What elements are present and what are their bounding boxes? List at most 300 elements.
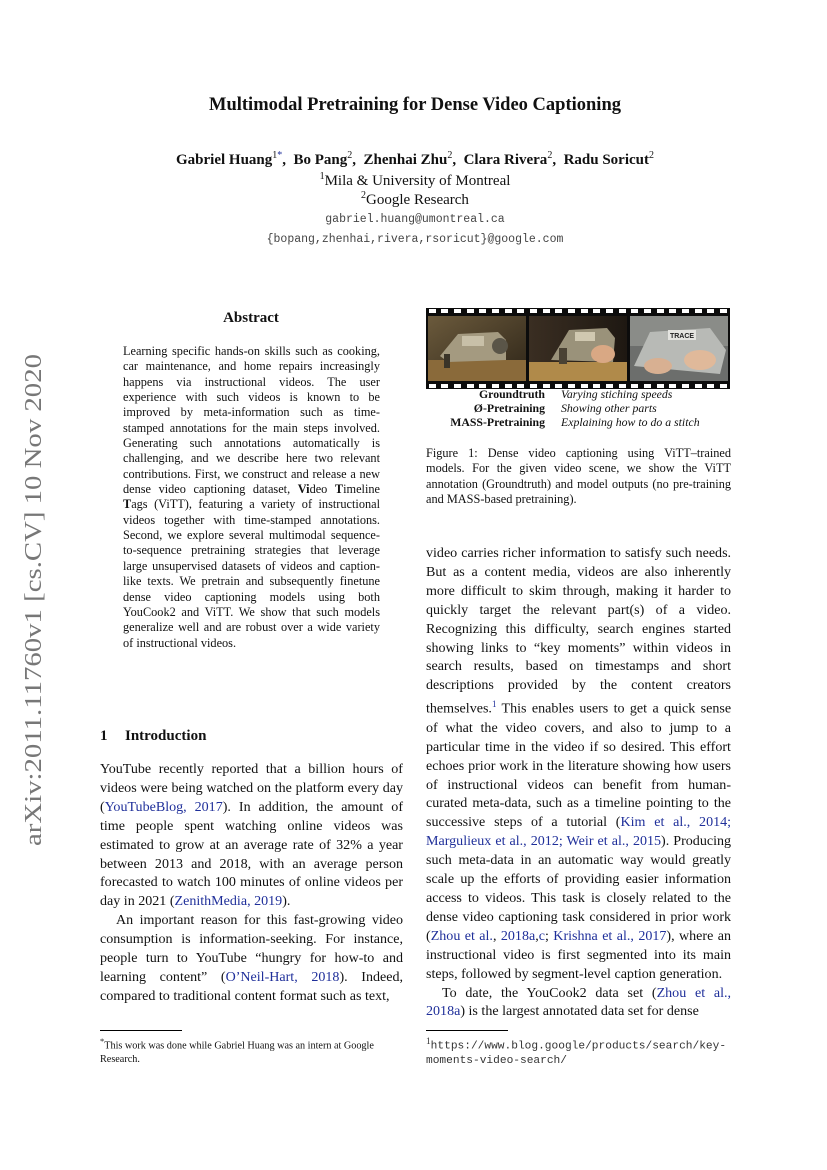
text-run: related xyxy=(652,889,691,906)
citation-link[interactable]: Zhou xyxy=(430,927,461,944)
text-run: by xyxy=(514,965,529,982)
text-run: way xyxy=(620,852,644,869)
citation-link[interactable]: Krishna xyxy=(553,927,598,944)
legend-text: Varying stiching speeds xyxy=(561,387,673,401)
text-run: a xyxy=(724,719,732,736)
affiliation xyxy=(100,171,730,190)
text-run: followed xyxy=(461,965,512,982)
text-run: ; xyxy=(544,927,549,944)
text-run: to xyxy=(696,889,708,906)
text-run: videos xyxy=(527,776,564,793)
legend-text: Showing other parts xyxy=(561,401,657,416)
arxiv-stamp-text: arXiv:2011.11760v1 [cs.CV] 10 Nov 2020 xyxy=(21,435,47,846)
text-run: users xyxy=(702,757,732,774)
text-run: task xyxy=(562,908,585,925)
text-run: steps, xyxy=(426,965,458,982)
text-run: if xyxy=(589,738,599,755)
footnote-right xyxy=(426,1035,731,1068)
text-run: ). xyxy=(661,833,670,850)
text-run: efforts xyxy=(504,871,541,888)
author: Gabriel Huang xyxy=(176,152,273,168)
text-run: in xyxy=(520,852,532,869)
text-run: Indeed, xyxy=(361,968,403,985)
text-run xyxy=(374,950,382,966)
text-run: closely xyxy=(606,889,647,906)
text-run xyxy=(596,602,607,618)
text-run: captioning xyxy=(498,908,558,925)
text-run: descriptions xyxy=(426,677,494,694)
text-run: meta-data xyxy=(458,852,514,869)
text-run: what xyxy=(445,719,473,736)
text-run: learning xyxy=(100,968,147,985)
text-run: difficult xyxy=(460,582,506,599)
paragraph xyxy=(100,911,403,1006)
affiliation-text: Mila & University of Montreal xyxy=(324,173,511,189)
text-run: video xyxy=(553,738,585,755)
text-run xyxy=(301,950,309,966)
text-run: moments” xyxy=(567,639,626,656)
text-run: it xyxy=(664,582,672,599)
citation-link[interactable]: 2018 xyxy=(311,968,340,985)
text-run: as xyxy=(453,563,465,580)
text-run: in xyxy=(515,738,526,755)
video-frame-1 xyxy=(428,316,526,381)
text-run: people xyxy=(100,950,138,967)
text-run: ( xyxy=(220,968,226,985)
text-run: caption xyxy=(614,965,656,982)
text-run: users xyxy=(579,700,609,717)
section-heading xyxy=(100,728,206,745)
text-run: based xyxy=(525,658,558,675)
text-run: the xyxy=(713,795,732,812)
text-run: access xyxy=(426,889,462,906)
text-run xyxy=(173,931,182,947)
text-run: target xyxy=(479,601,512,618)
author-footnote-mark[interactable]: * xyxy=(277,150,283,161)
abstract-body xyxy=(123,344,380,651)
email[interactable]: {bopang,zhenhai,rivera,rsoricut}@google.com xyxy=(266,233,564,246)
text-run xyxy=(468,602,479,618)
text-run: important xyxy=(139,912,195,929)
text-run: provided xyxy=(507,677,558,694)
citation-link[interactable] xyxy=(664,814,673,830)
abstract-text: (ViTT), featuring a variety of instructional videos together with time-stamped annotations. Second, we explore several multimodal sequence-to-sequence pretraining strategies that leverage large unsupervised datasets of videos and caption-like texts. We pretrain and subsequently finetune dense video captioning models using both YouCook2 and ViTT. We show that such models generalize well and are robust over a wide variety of instructional videos. xyxy=(123,497,380,650)
text-run: from xyxy=(651,776,679,793)
text-run: as xyxy=(567,795,579,812)
text-run xyxy=(647,947,654,963)
text-run: to xyxy=(610,545,621,561)
citation-link[interactable]: al., xyxy=(673,814,691,831)
figure-caption: Figure 1: Dense video captioning using ViTT–trained models. For the given video scene, we show the ViTT annotation (Groundtruth) and model outputs (no pre-training and MASS-based pretraining). xyxy=(426,446,731,507)
text-run: satisfy xyxy=(625,545,662,561)
footnote-url-link[interactable]: https://www.blog.google/products/search/key-moments-video-search/ xyxy=(426,1040,727,1067)
text-run: this xyxy=(505,620,526,637)
author-list: Gabriel Huang$^{1*}$, Bo Pang$^2$, Zhenhai Zhu$^2$, Clara Rivera$^2$, Radu Soricut$^2$ xyxy=(176,150,654,168)
citation-link[interactable]: al., xyxy=(611,833,629,850)
text-run xyxy=(643,720,651,736)
author-affil: 2 xyxy=(447,150,453,161)
text-run: To date, the YouCook2 data set ( xyxy=(442,984,657,1001)
text-run: and xyxy=(382,950,404,967)
text-run: is xyxy=(591,889,601,906)
footnote-left xyxy=(100,1035,405,1066)
text-run: through, xyxy=(562,582,610,599)
text-run: literature xyxy=(567,757,619,774)
text-run: harder xyxy=(678,582,714,599)
text-run: ). xyxy=(282,893,291,910)
abstract-text: Learning specific hands-on skills such as cooking, car maintenance, and home repairs increasingly happens via instructional videos. The user experience with such videos is known to be improved by meta-information such as time-stamped annotations for the main steps involved. Generating such annotations automatically is challenging, and we describe here two relevant contributions. First, we construct and release a new dense video captioning dataset, xyxy=(123,344,380,497)
citation-link[interactable]: Kim xyxy=(620,814,646,831)
text-run: enables xyxy=(531,700,575,717)
vitt-word: ags xyxy=(131,497,148,512)
text-run: pointing xyxy=(646,795,693,812)
text-run xyxy=(564,777,574,793)
vitt-word: imeline xyxy=(343,482,380,497)
text-run: videos. xyxy=(485,889,526,906)
paragraph xyxy=(426,984,731,1022)
footnote-ref[interactable]: 1 xyxy=(491,699,497,710)
text-run xyxy=(593,777,603,793)
citation-link[interactable]: al., xyxy=(509,833,527,850)
text-run xyxy=(558,658,570,674)
text-run: echoes xyxy=(426,757,465,774)
text-run: the xyxy=(531,738,549,755)
text-run xyxy=(514,852,521,868)
text-run: automatic xyxy=(558,852,614,869)
text-run: search xyxy=(426,658,462,675)
text-run: within xyxy=(632,639,669,656)
text-run: are xyxy=(620,563,638,580)
text-run: the xyxy=(480,719,498,736)
affiliation-mark: 2 xyxy=(361,190,367,201)
text-run: media, xyxy=(532,563,571,580)
intro-right-column xyxy=(426,544,731,1021)
citation-link[interactable]: Zhou et al., 2018a xyxy=(426,984,731,1020)
text-run xyxy=(473,720,481,736)
vitt-word: deo xyxy=(309,482,335,497)
text-run: also xyxy=(644,563,668,580)
affiliation-text: Google Research xyxy=(366,192,469,208)
citation-link[interactable]: ZenithMedia, 2019 xyxy=(174,893,283,910)
paper-title: Multimodal Pretraining for Dense Video Captioning xyxy=(209,95,621,115)
text-run: the xyxy=(546,757,565,774)
text-run xyxy=(617,677,631,693)
text-run: relevant xyxy=(551,601,597,618)
text-run xyxy=(522,814,531,830)
text-run: for xyxy=(309,950,327,967)
text-run: reason xyxy=(200,912,238,929)
text-run: of xyxy=(530,814,543,831)
text-run: needs. xyxy=(695,545,732,561)
text-run: engines xyxy=(642,620,685,637)
text-run xyxy=(207,969,221,985)
text-run: also xyxy=(620,719,644,736)
text-run: content xyxy=(631,677,673,694)
footnote-text: This work was done while Gabriel Huang was an intern at Google Research. xyxy=(100,1040,374,1065)
text-run xyxy=(474,640,481,656)
text-run xyxy=(583,658,595,674)
text-run: compared xyxy=(100,987,156,1004)
text-run: consumption xyxy=(100,931,173,948)
text-run: as xyxy=(349,987,362,1004)
text-run: providing xyxy=(564,871,620,888)
text-run: richer xyxy=(502,545,536,561)
legend-label: Ø-Pretraining xyxy=(473,401,545,416)
text-run: jump xyxy=(669,719,699,736)
text-run xyxy=(326,950,334,966)
text-run: creators xyxy=(686,677,732,694)
text-run xyxy=(188,950,196,966)
text-run: YouTube xyxy=(195,950,247,967)
text-run: information xyxy=(539,545,606,561)
text-run: turn xyxy=(145,950,169,967)
text-run: content xyxy=(484,563,526,580)
text-run: difficulty, xyxy=(534,620,590,637)
citation-link[interactable]: 2017 xyxy=(638,927,667,944)
text-run: such xyxy=(536,795,563,812)
text-run: This xyxy=(531,889,557,906)
paragraph xyxy=(100,760,403,911)
citation-link[interactable]: c xyxy=(538,927,545,944)
text-run xyxy=(462,658,474,674)
text-run: video xyxy=(505,719,537,736)
author-affil: 2 xyxy=(347,150,353,161)
text-run: main xyxy=(702,946,732,963)
text-run: videos xyxy=(676,639,713,656)
text-run: ). xyxy=(339,968,348,985)
text-run: timestamps xyxy=(595,658,660,675)
text-run: to xyxy=(515,639,527,656)
text-run xyxy=(478,564,485,580)
author-affil: 2 xyxy=(649,150,654,161)
text-run: by xyxy=(571,677,586,694)
text-run: fast-growing xyxy=(293,912,366,929)
citation-link[interactable]: 2018a xyxy=(500,927,536,944)
text-run: effort xyxy=(700,738,731,755)
text-run: the xyxy=(480,871,498,888)
figure-filmstrip xyxy=(426,308,730,389)
text-run: results, xyxy=(473,658,514,675)
text-run: easier xyxy=(625,871,659,888)
text-run: a xyxy=(652,700,659,717)
vitt-initial: T xyxy=(123,497,132,512)
text-run: a xyxy=(583,795,590,812)
vitt-initial: T xyxy=(334,482,344,497)
citation-link[interactable]: YouTubeBlog, 2017 xyxy=(104,798,223,815)
citation-link[interactable] xyxy=(298,969,312,985)
text-run xyxy=(317,931,326,947)
text-run xyxy=(586,677,600,693)
text-run xyxy=(667,602,678,618)
video-frame-2 xyxy=(529,316,627,381)
text-run: time xyxy=(484,738,510,755)
text-run: content” xyxy=(159,968,208,985)
text-run: human-curated xyxy=(426,776,732,812)
text-run: showing xyxy=(622,757,671,774)
abstract-heading: Abstract xyxy=(223,310,279,326)
text-run: in xyxy=(720,639,731,656)
text-run: For xyxy=(325,931,345,948)
text-run: greatly xyxy=(692,852,732,869)
text-run: generation. xyxy=(659,965,723,982)
text-run xyxy=(465,564,472,580)
text-run xyxy=(551,947,558,963)
text-run xyxy=(685,621,694,637)
citation-link[interactable] xyxy=(645,814,654,830)
text-run xyxy=(607,814,616,830)
text-run: particular xyxy=(426,738,480,755)
text-run xyxy=(146,969,160,985)
text-run: this xyxy=(266,912,288,929)
vitt-initial: Vi xyxy=(297,482,310,497)
arxiv-stamp xyxy=(10,352,50,848)
text-run: to xyxy=(720,582,731,599)
text-run xyxy=(558,677,572,693)
text-run: content xyxy=(234,987,276,1004)
text-run: such xyxy=(665,545,692,561)
citation-link[interactable]: et xyxy=(597,833,608,850)
text-run: a xyxy=(678,601,685,618)
text-run xyxy=(644,602,655,618)
text-run: quickly xyxy=(426,601,469,618)
text-run xyxy=(685,602,696,618)
citation-link[interactable]: al. xyxy=(479,927,493,944)
text-run xyxy=(696,947,703,963)
text-run xyxy=(191,931,200,947)
text-run xyxy=(508,640,515,656)
text-run: such xyxy=(426,852,452,869)
text-run: an xyxy=(538,852,552,869)
text-run xyxy=(169,950,177,966)
text-run: ( xyxy=(615,814,621,831)
author-affil: 1 xyxy=(272,150,278,161)
text-run: videos xyxy=(577,563,614,580)
text-run: sense xyxy=(700,700,732,717)
text-run: and xyxy=(670,658,692,675)
text-run: so xyxy=(603,738,616,755)
text-run: of xyxy=(426,776,438,793)
footnote-mark: 1 xyxy=(426,1037,431,1047)
text-run: instance, xyxy=(353,931,403,948)
text-run xyxy=(638,564,645,580)
text-run: first xyxy=(557,946,581,963)
text-run: ). In addition, the amount of time people spent watching online videos was estimated to grow at an average rate of 32% a year between 2013 and 2018, with an average person forecasted to watch 100 minutes of online videos per day in 2021 ( xyxy=(100,798,403,910)
text-run: the xyxy=(599,677,618,694)
text-run xyxy=(485,814,494,830)
text-run: get xyxy=(629,700,648,717)
legend-row xyxy=(415,401,745,415)
text-run: desired. xyxy=(620,738,666,755)
email[interactable]: gabriel.huang@umontreal.ca xyxy=(325,213,505,226)
text-run: segment-level xyxy=(532,965,611,982)
text-run: is xyxy=(181,931,191,948)
text-run: ( xyxy=(426,927,431,944)
text-run: An xyxy=(116,912,134,929)
text-run xyxy=(527,640,534,656)
legend-row xyxy=(415,415,745,429)
citation-link[interactable] xyxy=(690,814,699,830)
text-run: to xyxy=(613,700,625,717)
text-run: the xyxy=(522,601,540,618)
text-run: , xyxy=(492,927,497,944)
citation-link[interactable]: 2015 xyxy=(632,833,662,850)
author: Zhenhai Zhu xyxy=(363,152,448,168)
text-run: meta-data, xyxy=(472,795,532,812)
text-run xyxy=(514,658,526,674)
text-run: making xyxy=(615,582,659,599)
text-run: video xyxy=(426,545,458,561)
citation-link[interactable]: 2014; xyxy=(699,814,732,831)
citation-link[interactable]: et xyxy=(654,814,665,831)
text-run: This xyxy=(501,700,527,717)
citation-link[interactable]: 2012; xyxy=(530,833,563,850)
text-run: prior xyxy=(670,908,698,925)
text-run: the xyxy=(713,889,731,906)
text-run xyxy=(526,564,533,580)
text-run: carries xyxy=(461,545,499,561)
citation-link[interactable]: al., xyxy=(616,927,634,944)
text-run xyxy=(494,677,508,693)
text-run xyxy=(633,621,642,637)
text-run: text, xyxy=(364,987,390,1004)
text-run: to xyxy=(468,889,479,906)
text-run xyxy=(137,950,145,966)
text-run: segmented xyxy=(587,946,648,963)
text-run: of xyxy=(655,601,668,618)
text-run: themselves. xyxy=(426,700,492,717)
text-run: video. xyxy=(696,601,732,618)
text-run: a xyxy=(471,563,478,580)
legend-label: MASS-Pretraining xyxy=(450,415,545,430)
citation-link[interactable]: et xyxy=(602,927,613,944)
text-run: search xyxy=(597,620,634,637)
text-run xyxy=(540,602,551,618)
text-run: information-seeking. xyxy=(199,931,317,948)
text-run: started xyxy=(693,620,731,637)
citation-link[interactable]: et xyxy=(464,927,475,944)
text-run: This xyxy=(669,738,695,755)
citation-link[interactable]: et xyxy=(495,833,506,850)
text-run: would xyxy=(650,852,686,869)
text-run: and xyxy=(592,719,613,736)
text-run xyxy=(669,640,676,656)
text-run: to xyxy=(706,719,718,736)
text-run: more xyxy=(426,582,455,599)
citation-link[interactable]: Weir xyxy=(566,833,594,850)
text-run: ) is the largest annotated data set for dense xyxy=(460,1003,699,1020)
text-run xyxy=(713,640,720,656)
text-run xyxy=(518,777,528,793)
text-run: links xyxy=(480,639,509,656)
author: Radu Soricut xyxy=(563,152,649,168)
text-run: how xyxy=(674,757,699,774)
footnote-rule xyxy=(426,1030,508,1031)
text-run: of xyxy=(426,719,438,736)
text-run: traditional xyxy=(173,987,232,1004)
text-run xyxy=(642,777,652,793)
text-run: video xyxy=(503,946,535,963)
text-run: tutorial xyxy=(566,814,607,831)
text-run: work xyxy=(499,757,529,774)
text-run: instructional xyxy=(426,946,497,963)
citation-link[interactable]: Margulieux xyxy=(426,833,492,850)
affiliation xyxy=(100,190,730,209)
text-run: in xyxy=(532,757,544,774)
text-run: to xyxy=(650,719,662,736)
text-run xyxy=(659,658,671,674)
citation-link[interactable]: O’Neil-Hart, xyxy=(225,968,298,985)
footnote-rule xyxy=(100,1030,182,1031)
